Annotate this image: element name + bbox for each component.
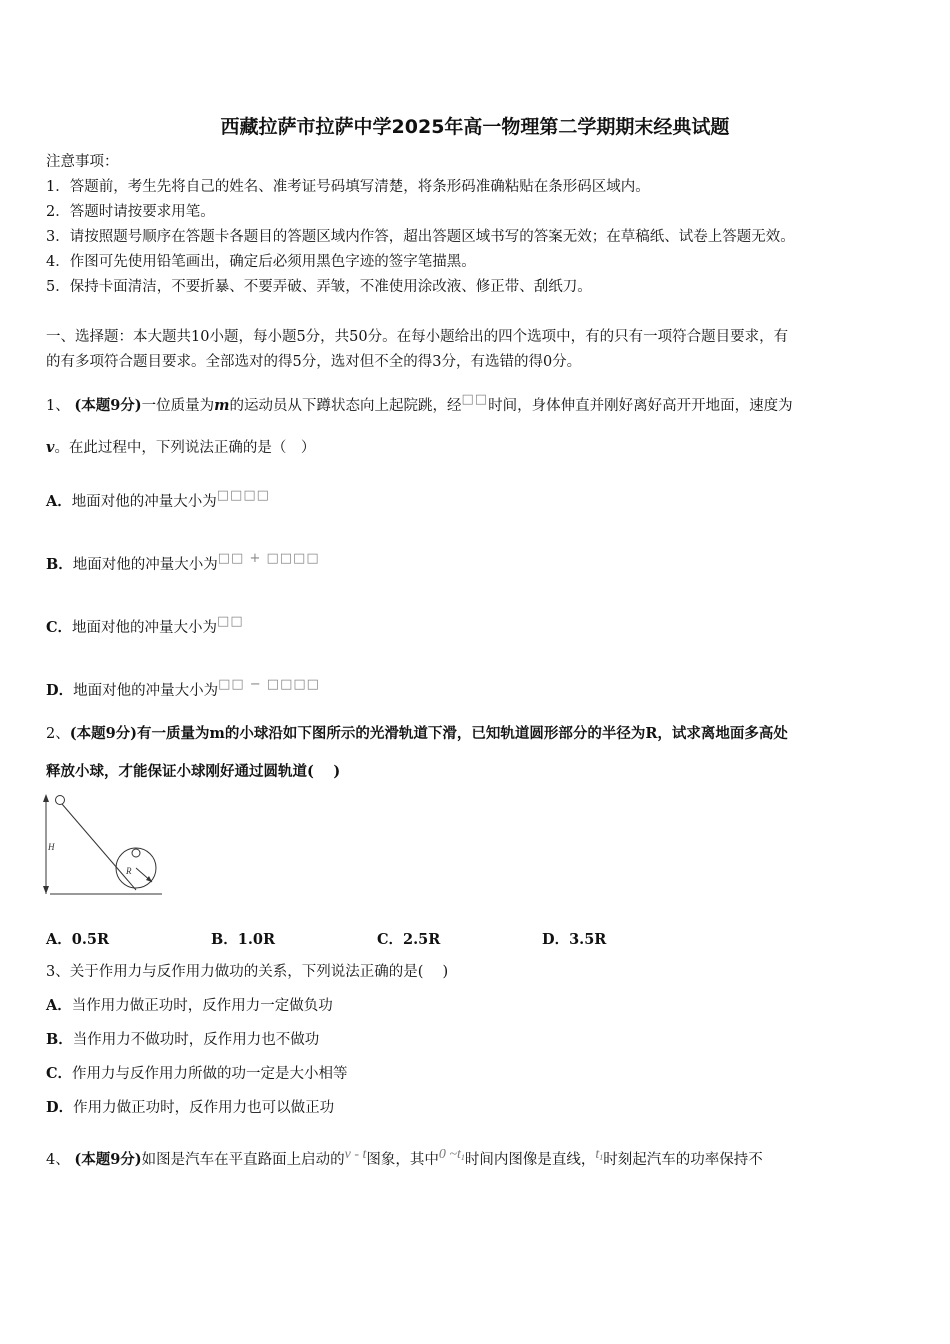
question-text: 时刻起汽车的功率保持不 [603,1152,763,1168]
option-a[interactable] [46,996,333,1016]
formula-text: t [595,1147,600,1162]
formula-subscript: 1 [460,1153,465,1162]
radius-label: R [126,866,132,876]
formula-image: □□ [217,614,244,629]
option-a[interactable] [46,486,270,512]
option-c[interactable] [46,1064,348,1084]
arrow-up-icon [43,794,49,802]
option-label: B． [211,931,238,948]
question-number: 1、 [46,398,70,414]
question-text: 一位质量为 [141,398,215,414]
question-2-stem [46,724,788,744]
question-1-stem-line2 [46,438,315,458]
option-a[interactable] [46,928,109,949]
question-2-stem-line2: 释放小球，才能保证小球刚好通过圆轨道( ) [46,763,341,780]
notice-item: 4．作图可先使用铅笔画出，确定后必须用黑色字迹的签字笔描黑。 [46,254,476,270]
notice-heading: 注意事项： [46,154,119,170]
option-text: 3.5R [569,931,607,948]
option-b[interactable] [46,1030,319,1050]
option-c[interactable] [377,928,440,949]
formula-subscript: 1 [599,1153,604,1162]
section-intro-line: 的有多项符合题目要求。全部选对的得5分，选对但不全的得3分，有选错的得0分。 [46,354,582,370]
option-label: A． [46,931,72,948]
incline-track [62,804,136,890]
option-d[interactable] [46,1098,334,1118]
formula-image: □□ [461,392,489,407]
question-1-stem [46,390,793,416]
option-text: 作用力做正功时，反作用力也可以做正功 [73,1100,335,1116]
option-d[interactable] [46,675,320,701]
option-label: B． [46,556,73,573]
formula-vt: v - t [344,1147,367,1162]
option-d[interactable] [542,928,606,949]
question-number: 2、 [46,726,70,742]
question-number: 4、 [46,1152,70,1168]
option-label: D． [46,682,74,699]
ball-top-icon [132,849,140,857]
option-label: D． [542,931,570,948]
velocity-symbol: v [46,439,55,456]
notice-item: 3．请按照题号顺序在答题卡各题目的答题区域内作答，超出答题区域书写的答案无效；在草稿纸、试卷上答题无效。 [46,229,795,245]
question-text: 的运动员从下蹲状态向上起院跳，经 [229,398,462,414]
option-text: 当作用力不做功时，反作用力也不做功 [72,1032,320,1048]
option-label: D． [46,1099,74,1116]
question-text: (本题9分)有一质量为m的小球沿如下图所示的光滑轨道下滑，已知轨道圆形部分的半径为R，试求离地面多高处 [69,725,788,742]
option-text: 2.5R [403,931,441,948]
option-text: 作用力与反作用力所做的功一定是大小相等 [72,1066,348,1082]
question-text: 时间，身体伸直并刚好离好高开开地面，速度为 [488,398,793,414]
mass-symbol: m [214,397,230,414]
question-score: (本题9分) [74,397,142,414]
question-3-stem: 3、关于作用力与反作用力做功的关系，下列说法正确的是( ) [46,964,449,980]
formula-image: □□ − □□□□ [218,677,320,692]
notice-item: 5．保持卡面清洁，不要折暴、不要弄破、弄皱，不准使用涂改液、修正带、刮纸刀。 [46,279,592,295]
formula-interval [439,1147,465,1162]
option-text: 地面对他的冲量大小为 [71,494,217,510]
formula-image: □□□□ [216,488,270,503]
option-label: A． [46,493,72,510]
question-text: 。在此过程中，下列说法正确的是（ ） [54,440,316,456]
notice-item: 1．答题前，考生先将自己的姓名、准考证号码填写清楚，将条形码准确粘贴在条形码区域内。 [46,179,650,195]
formula-image: □□ + □□□□ [217,551,320,566]
track-diagram [40,790,170,900]
option-label: C． [377,931,404,948]
question-text: 图象，其中 [366,1152,439,1168]
option-b[interactable] [46,549,320,575]
option-text: 1.0R [237,931,276,948]
option-c[interactable] [46,612,244,638]
option-label: C． [46,619,73,636]
ball-start-icon [56,796,65,805]
question-4-stem [46,1145,763,1170]
option-label: B． [46,1031,73,1048]
question-text: 如图是汽车在平直路面上启动的 [141,1152,345,1168]
page-title: 西藏拉萨市拉萨中学2025年高一物理第二学期期末经典试题 [220,116,730,138]
section-intro-line: 一、选择题：本大题共10小题，每小题5分，共50分。在每小题给出的四个选项中，有的只有一项符合题目要求，有 [46,329,789,345]
height-label: H [48,842,55,852]
arrow-down-icon [43,886,49,894]
option-label: C． [46,1065,73,1082]
notice-item: 2．答题时请按要求用笔。 [46,204,215,220]
formula-text: 0 ~t [438,1147,461,1162]
option-b[interactable] [211,928,275,949]
option-text: 地面对他的冲量大小为 [72,557,218,573]
option-label: A． [46,997,72,1014]
option-text: 地面对他的冲量大小为 [72,620,218,636]
option-text: 当作用力做正功时，反作用力一定做负功 [71,998,333,1014]
question-score: (本题9分) [74,1151,142,1168]
option-text: 0.5R [71,931,110,948]
question-text: 时间内图像是直线， [464,1152,596,1168]
option-text: 地面对他的冲量大小为 [73,683,219,699]
